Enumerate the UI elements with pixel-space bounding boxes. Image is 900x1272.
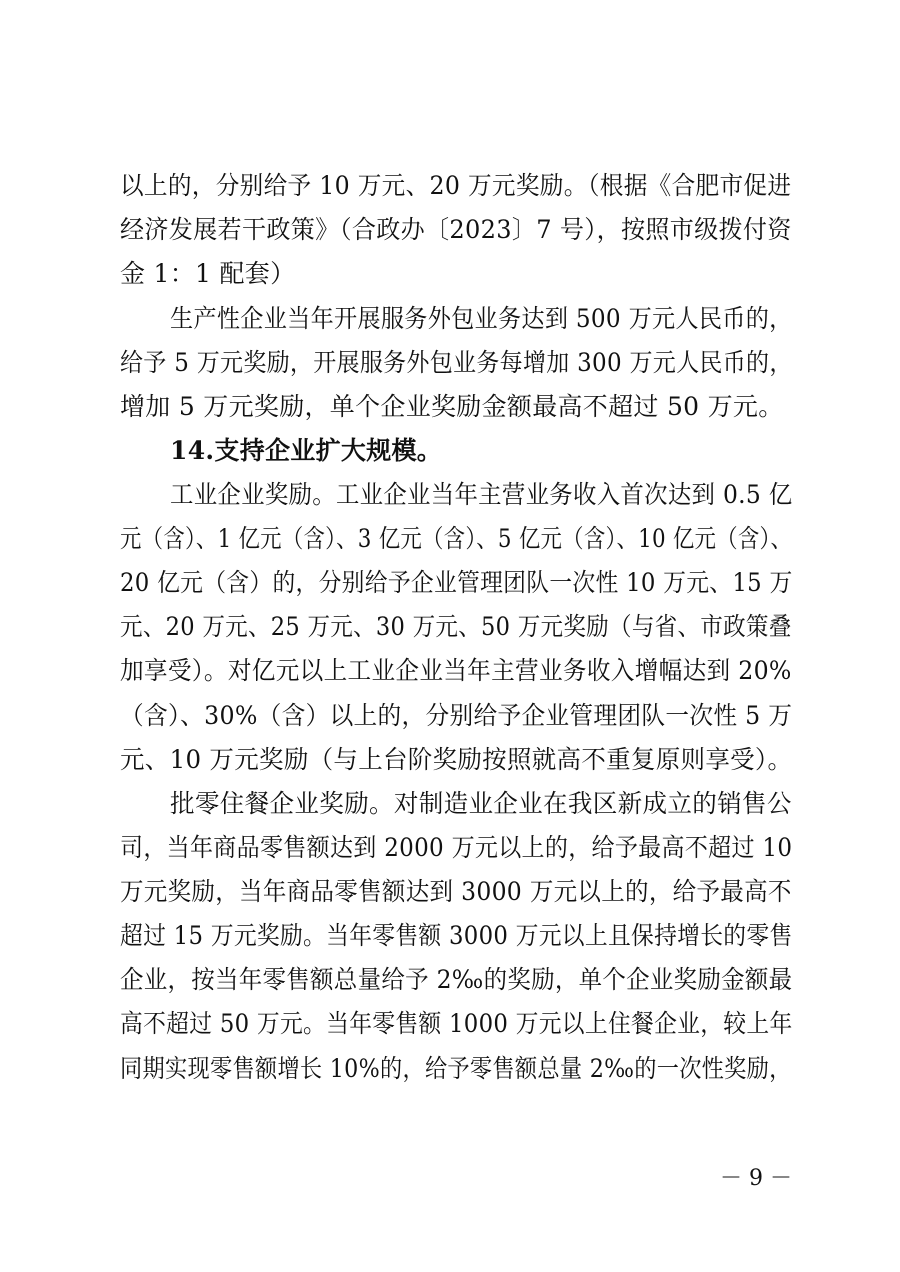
text-line: 元（含）、1 亿元（含）、3 亿元（含）、5 亿元（含）、10 亿元（含）、: [120, 524, 793, 553]
text-line: 生产性企业当年开展服务外包业务达到 500 万元人民币的，: [170, 304, 793, 333]
heading-line: 14.支持企业扩大规模。: [170, 436, 443, 465]
text-line: 元、10 万元奖励（与上台阶奖励按照就高不重复原则享受）。: [120, 745, 793, 774]
text-line: 工业企业奖励。工业企业当年主营业务收入首次达到 0.5 亿: [170, 480, 793, 509]
text-line: 给予 5 万元奖励，开展服务外包业务每增加 300 万元人民币的，: [120, 348, 793, 377]
text-line: 经济发展若干政策》（合政办〔2023〕7 号），按照市级拨付资: [120, 215, 792, 244]
text-line: 金 1：1 配套）: [120, 259, 296, 288]
text-line: 加享受）。对亿元以上工业企业当年主营业务收入增幅达到 20%: [120, 656, 792, 685]
text-line: 超过 15 万元奖励。当年零售额 3000 万元以上且保持增长的零售: [120, 921, 793, 950]
text-line: 增加 5 万元奖励，单个企业奖励金额最高不超过 50 万元。: [120, 392, 784, 421]
text-line: 司，当年商品零售额达到 2000 万元以上的，给予最高不超过 10: [120, 833, 793, 862]
text-line: 同期实现零售额增长 10%的，给予零售额总量 2‰的一次性奖励，: [120, 1054, 792, 1083]
text-line: 企业，按当年零售额总量给予 2‰的奖励，单个企业奖励金额最: [120, 965, 793, 994]
page-number: － 9 －: [720, 1166, 792, 1191]
text-line: 批零住餐企业奖励。对制造业企业在我区新成立的销售公: [170, 789, 792, 818]
text-line: 元、20 万元、25 万元、30 万元、50 万元奖励（与省、市政策叠: [120, 612, 792, 641]
text-line: 以上的，分别给予 10 万元、20 万元奖励。（根据《合肥市促进: [120, 171, 792, 200]
text-line: 高不超过 50 万元。当年零售额 1000 万元以上住餐企业，较上年: [120, 1009, 793, 1038]
text-line: 万元奖励，当年商品零售额达到 3000 万元以上的，给予最高不: [120, 877, 792, 906]
text-line: 20 亿元（含）的，分别给予企业管理团队一次性 10 万元、15 万: [120, 568, 793, 597]
text-line: （含）、30%（含）以上的，分别给予企业管理团队一次性 5 万: [120, 701, 793, 730]
